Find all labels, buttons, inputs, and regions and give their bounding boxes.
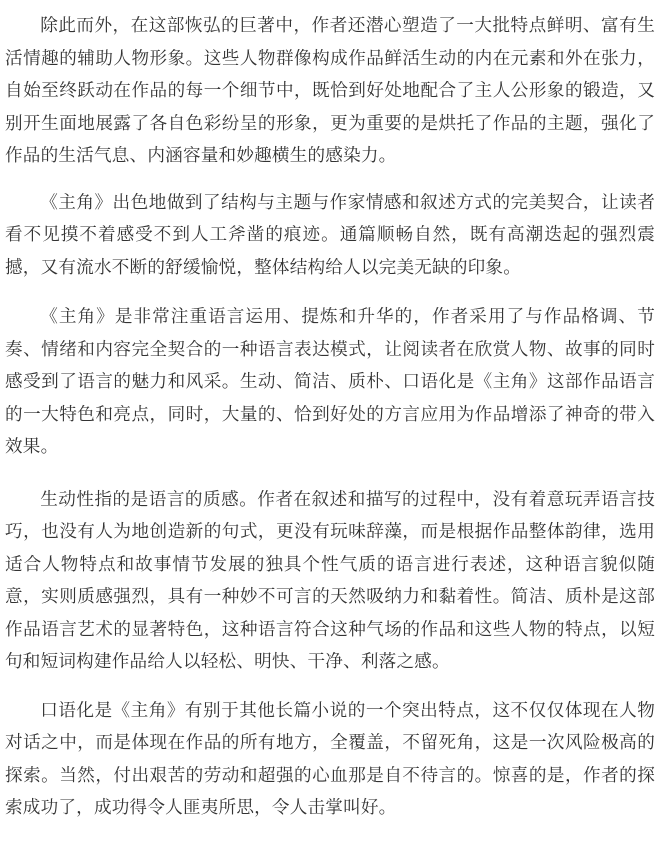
paragraph-language: 《主角》是非常注重语言运用、提炼和升华的，作者采用了与作品格调、节奏、情绪和内容完全契合的一种语言表达模式，让阅读者在欣赏人物、故事的同时感受到了语言的魅力和风采。生动、简洁、质朴、口语化是《主角》这部作品语言的一大特色和亮点，同时，大量的、恰到好处的方言应用为作品增添了神奇的带入效果。 [5,307,655,457]
article-body [5,10,655,839]
paragraph-supporting-characters: 除此而外，在这部恢弘的巨著中，作者还潜心塑造了一大批特点鲜明、富有生活情趣的辅助人物形象。这些人物群像构成作品鲜活生动的内在元素和外在张力，自始至终跃动在作品的每一个细节中，既恰到好处地配合了主人公形象的锻造，又别开生面地展露了各自色彩纷呈的形象，更为重要的是烘托了作品的主题，强化了作品的生活气息、内涵容量和妙趣横生的感染力。 [5,16,655,166]
paragraph-structure: 《主角》出色地做到了结构与主题与作家情感和叙述方式的完美契合，让读者看不见摸不着感受不到人工斧凿的痕迹。通篇顺畅自然，既有高潮迭起的强烈震撼，又有流水不断的舒缓愉悦，整体结构给人以完美无缺的印象。 [5,192,655,278]
paragraph-vividness: 生动性指的是语言的质感。作者在叙述和描写的过程中，没有着意玩弄语言技巧，也没有人为地创造新的句式，更没有玩味辞藻，而是根据作品整体韵律，选用适合人物特点和故事情节发展的独具个性气质的语言进行表述，这种语言貌似随意，实则质感强烈，具有一种妙不可言的天然吸纳力和黏着性。简洁、质朴是这部作品语言艺术的显著特色，这种语言符合这种气场的作品和这些人物的特点，以短句和短词构建作品给人以轻松、明快、干净、利落之感。 [5,489,655,672]
paragraph-colloquial: 口语化是《主角》有别于其他长篇小说的一个突出特点，这不仅仅体现在人物对话之中，而是体现在作品的所有地方，全覆盖，不留死角，这是一次风险极高的探索。当然，付出艰苦的劳动和超强的心血那是自不待言的。惊喜的是，作者的探索成功了，成功得令人匪夷所思，令人击掌叫好。 [5,700,655,818]
